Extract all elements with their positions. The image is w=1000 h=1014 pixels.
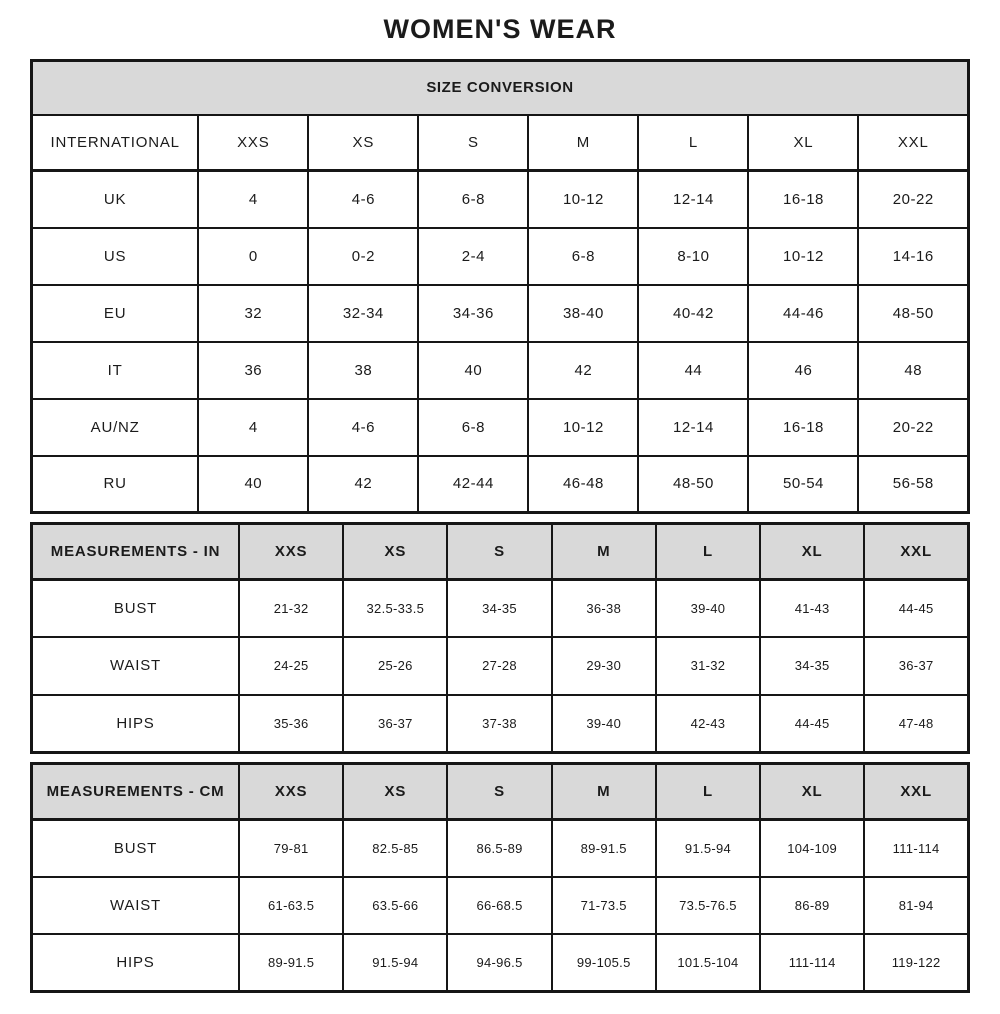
size-column-header: M xyxy=(552,524,656,580)
size-column-header: XS xyxy=(308,115,418,171)
column-header-row xyxy=(32,115,969,171)
size-value-cell: 21-32 xyxy=(239,580,343,638)
size-value-cell: 10-12 xyxy=(748,228,858,285)
size-value-cell: 86-89 xyxy=(760,877,864,935)
size-value-cell: 48-50 xyxy=(638,456,748,513)
size-value-cell: 91.5-94 xyxy=(343,934,447,992)
size-value-cell: 44 xyxy=(638,342,748,399)
column-header-row xyxy=(32,763,969,819)
size-value-cell: 40 xyxy=(418,342,528,399)
size-value-cell: 111-114 xyxy=(864,819,968,877)
size-value-cell: 44-45 xyxy=(760,695,864,753)
size-value-cell: 10-12 xyxy=(528,171,638,228)
size-value-cell: 36-37 xyxy=(343,695,447,753)
size-column-header: XS xyxy=(343,763,447,819)
size-column-header: S xyxy=(447,763,551,819)
size-value-cell: 56-58 xyxy=(858,456,968,513)
size-value-cell: 119-122 xyxy=(864,934,968,992)
size-column-header: XS xyxy=(343,524,447,580)
size-column-header: XXL xyxy=(858,115,968,171)
size-value-cell: 73.5-76.5 xyxy=(656,877,760,935)
size-value-cell: 0-2 xyxy=(308,228,418,285)
table-row xyxy=(32,637,969,695)
row-label: HIPS xyxy=(32,695,240,753)
size-chart-page xyxy=(0,14,1000,993)
size-value-cell: 37-38 xyxy=(447,695,551,753)
size-value-cell: 41-43 xyxy=(760,580,864,638)
size-value-cell: 32.5-33.5 xyxy=(343,580,447,638)
size-value-cell: 39-40 xyxy=(656,580,760,638)
table-title: SIZE CONVERSION xyxy=(32,61,969,115)
size-value-cell: 25-26 xyxy=(343,637,447,695)
table-row xyxy=(32,456,969,513)
size-value-cell: 66-68.5 xyxy=(447,877,551,935)
size-value-cell: 46 xyxy=(748,342,858,399)
size-value-cell: 44-45 xyxy=(864,580,968,638)
size-column-header: XXS xyxy=(239,524,343,580)
row-label: BUST xyxy=(32,580,240,638)
row-label: EU xyxy=(32,285,199,342)
size-value-cell: 34-35 xyxy=(447,580,551,638)
size-value-cell: 36 xyxy=(198,342,308,399)
row-label: BUST xyxy=(32,819,240,877)
table-row xyxy=(32,695,969,753)
row-label: UK xyxy=(32,171,199,228)
size-value-cell: 99-105.5 xyxy=(552,934,656,992)
size-value-cell: 94-96.5 xyxy=(447,934,551,992)
size-value-cell: 16-18 xyxy=(748,399,858,456)
size-value-cell: 34-36 xyxy=(418,285,528,342)
size-column-header: L xyxy=(656,524,760,580)
table-row xyxy=(32,877,969,935)
row-label: WAIST xyxy=(32,637,240,695)
size-value-cell: 91.5-94 xyxy=(656,819,760,877)
row-label: US xyxy=(32,228,199,285)
size-value-cell: 48 xyxy=(858,342,968,399)
size-value-cell: 31-32 xyxy=(656,637,760,695)
column-header-row xyxy=(32,524,969,580)
row-label: IT xyxy=(32,342,199,399)
size-value-cell: 12-14 xyxy=(638,171,748,228)
size-column-header: XXS xyxy=(239,763,343,819)
row-label-column-header: MEASUREMENTS - CM xyxy=(32,763,240,819)
size-value-cell: 47-48 xyxy=(864,695,968,753)
size-column-header: XXS xyxy=(198,115,308,171)
size-value-cell: 4-6 xyxy=(308,171,418,228)
size-column-header: S xyxy=(447,524,551,580)
size-value-cell: 10-12 xyxy=(528,399,638,456)
row-label: AU/NZ xyxy=(32,399,199,456)
size-column-header: XL xyxy=(760,763,864,819)
row-label: RU xyxy=(32,456,199,513)
table-banner-row xyxy=(32,61,969,115)
size-column-header: XL xyxy=(748,115,858,171)
size-value-cell: 38-40 xyxy=(528,285,638,342)
size-value-cell: 35-36 xyxy=(239,695,343,753)
size-value-cell: 61-63.5 xyxy=(239,877,343,935)
table-row xyxy=(32,171,969,228)
size-value-cell: 8-10 xyxy=(638,228,748,285)
table-row xyxy=(32,228,969,285)
table-row xyxy=(32,342,969,399)
size-value-cell: 6-8 xyxy=(528,228,638,285)
row-label: WAIST xyxy=(32,877,240,935)
size-value-cell: 104-109 xyxy=(760,819,864,877)
size-value-cell: 0 xyxy=(198,228,308,285)
size-value-cell: 79-81 xyxy=(239,819,343,877)
size-value-cell: 46-48 xyxy=(528,456,638,513)
size-value-cell: 63.5-66 xyxy=(343,877,447,935)
size-value-cell: 86.5-89 xyxy=(447,819,551,877)
size-value-cell: 101.5-104 xyxy=(656,934,760,992)
size-column-header: M xyxy=(552,763,656,819)
row-label-column-header: MEASUREMENTS - IN xyxy=(32,524,240,580)
size-column-header: XXL xyxy=(864,763,968,819)
size-value-cell: 42 xyxy=(528,342,638,399)
size-column-header: L xyxy=(638,115,748,171)
size-value-cell: 82.5-85 xyxy=(343,819,447,877)
size-value-cell: 50-54 xyxy=(748,456,858,513)
size-conversion-table xyxy=(30,59,970,514)
size-column-header: XL xyxy=(760,524,864,580)
size-value-cell: 42-43 xyxy=(656,695,760,753)
size-value-cell: 20-22 xyxy=(858,171,968,228)
size-value-cell: 27-28 xyxy=(447,637,551,695)
row-label-column-header: INTERNATIONAL xyxy=(32,115,199,171)
size-value-cell: 111-114 xyxy=(760,934,864,992)
size-column-header: L xyxy=(656,763,760,819)
size-value-cell: 32 xyxy=(198,285,308,342)
size-value-cell: 89-91.5 xyxy=(552,819,656,877)
size-value-cell: 12-14 xyxy=(638,399,748,456)
size-value-cell: 44-46 xyxy=(748,285,858,342)
size-value-cell: 71-73.5 xyxy=(552,877,656,935)
size-value-cell: 42-44 xyxy=(418,456,528,513)
measurements-cm-table xyxy=(30,762,970,994)
size-value-cell: 29-30 xyxy=(552,637,656,695)
size-value-cell: 6-8 xyxy=(418,171,528,228)
size-value-cell: 36-37 xyxy=(864,637,968,695)
size-value-cell: 16-18 xyxy=(748,171,858,228)
page-title: WOMEN'S WEAR xyxy=(383,14,617,44)
size-value-cell: 89-91.5 xyxy=(239,934,343,992)
table-row xyxy=(32,934,969,992)
table-row xyxy=(32,580,969,638)
size-value-cell: 4-6 xyxy=(308,399,418,456)
table-row xyxy=(32,285,969,342)
size-value-cell: 40 xyxy=(198,456,308,513)
size-value-cell: 4 xyxy=(198,171,308,228)
size-value-cell: 2-4 xyxy=(418,228,528,285)
measurements-in-table xyxy=(30,522,970,754)
size-value-cell: 4 xyxy=(198,399,308,456)
size-value-cell: 34-35 xyxy=(760,637,864,695)
size-column-header: S xyxy=(418,115,528,171)
size-value-cell: 48-50 xyxy=(858,285,968,342)
size-column-header: M xyxy=(528,115,638,171)
size-value-cell: 6-8 xyxy=(418,399,528,456)
size-value-cell: 38 xyxy=(308,342,418,399)
table-row xyxy=(32,819,969,877)
size-value-cell: 39-40 xyxy=(552,695,656,753)
size-value-cell: 32-34 xyxy=(308,285,418,342)
size-value-cell: 81-94 xyxy=(864,877,968,935)
table-row xyxy=(32,399,969,456)
size-value-cell: 36-38 xyxy=(552,580,656,638)
size-value-cell: 40-42 xyxy=(638,285,748,342)
size-value-cell: 20-22 xyxy=(858,399,968,456)
row-label: HIPS xyxy=(32,934,240,992)
size-value-cell: 42 xyxy=(308,456,418,513)
size-value-cell: 24-25 xyxy=(239,637,343,695)
size-column-header: XXL xyxy=(864,524,968,580)
size-value-cell: 14-16 xyxy=(858,228,968,285)
